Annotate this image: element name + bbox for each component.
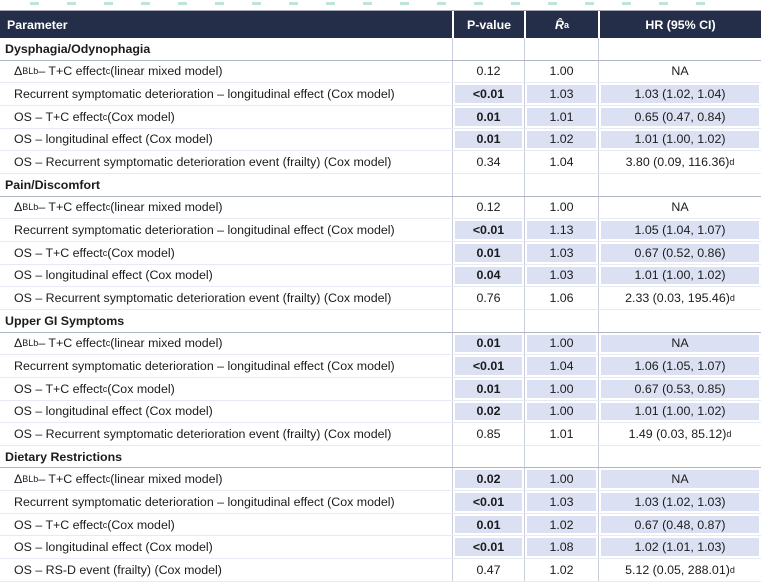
parameter-label-part: OS – longitudinal effect (Cox model): [14, 132, 213, 147]
table-row: [0, 468, 761, 491]
parameter-label-part: (linear mixed model): [110, 336, 223, 351]
parameter-cell: OS – T+C effect c (Cox model): [14, 517, 175, 532]
rhat-cell-empty: [524, 446, 598, 468]
pvalue-cell-empty: [452, 446, 524, 468]
section-header-row: [0, 446, 761, 469]
rhat-cell: 1.00: [524, 61, 598, 83]
section-title: Upper GI Symptoms: [5, 313, 125, 328]
hr-value: 2.33 (0.03, 195.46): [625, 291, 730, 306]
parameter-label-part: Δ: [14, 336, 23, 351]
hr-value: 3.80 (0.09, 116.36): [625, 155, 730, 170]
pvalue-cell: 0.76: [452, 287, 524, 309]
parameter-cell: [0, 219, 452, 241]
parameter-cell: Δ BL b – T+C effect c (linear mixed model): [14, 472, 223, 487]
hr-cell: [598, 197, 761, 219]
hr-cell-empty: [598, 446, 761, 468]
hr-value: 0.67 (0.48, 0.87): [634, 517, 726, 532]
pvalue-cell: 0.34: [452, 151, 524, 173]
parameter-label-part: OS – T+C effect: [14, 109, 103, 124]
table-row: [0, 423, 761, 446]
pvalue-cell: 0.01: [452, 378, 524, 400]
hr-cell-empty: [598, 38, 761, 60]
hr-cell: 1.49 (0.03, 85.12) d: [598, 423, 761, 445]
parameter-label-part: (linear mixed model): [110, 64, 223, 79]
parameter-label-part: (linear mixed model): [110, 200, 223, 215]
rhat-cell: 1.00: [524, 333, 598, 355]
parameter-label-part: Recurrent symptomatic deterioration – longitudinal effect (Cox model): [14, 359, 395, 374]
table-row: [0, 151, 761, 174]
hr-cell: [598, 536, 761, 558]
rhat-cell: 1.02: [524, 559, 598, 581]
pvalue-cell: 0.01: [452, 242, 524, 264]
parameter-cell: [0, 491, 452, 513]
hr-cell: [598, 514, 761, 536]
hr-cell: [598, 265, 761, 287]
table-row: [0, 287, 761, 310]
parameter-cell: [0, 129, 452, 151]
section-title: Dietary Restrictions: [5, 449, 123, 464]
hr-cell: 2.33 (0.03, 195.46) d: [598, 287, 761, 309]
parameter-label-part: – T+C effect: [38, 64, 106, 79]
parameter-label-part: OS – Recurrent symptomatic deterioration event (frailty) (Cox model): [14, 155, 392, 170]
table-row: [0, 378, 761, 401]
table-row: [0, 355, 761, 378]
parameter-cell: Δ BL b – T+C effect c (linear mixed model): [14, 200, 223, 215]
table-row: [0, 197, 761, 220]
parameter-cell: [0, 265, 452, 287]
rhat-cell: 1.08: [524, 536, 598, 558]
hr-cell: [598, 378, 761, 400]
parameter-label-part: Recurrent symptomatic deterioration – longitudinal effect (Cox model): [14, 494, 395, 509]
section-header-row: [0, 174, 761, 197]
parameter-label-part: OS – Recurrent symptomatic deterioration event (frailty) (Cox model): [14, 426, 392, 441]
rhat-cell: 1.03: [524, 83, 598, 105]
rhat-cell-empty: [524, 174, 598, 196]
hr-value: NA: [671, 472, 689, 487]
table-row: [0, 559, 761, 582]
hr-value: NA: [671, 64, 689, 79]
hr-cell: [598, 242, 761, 264]
cropped-caption-strip: [0, 0, 761, 10]
table-row: [0, 536, 761, 559]
hr-cell-empty: [598, 310, 761, 332]
section-title: Dysphagia/Odynophagia: [5, 41, 151, 56]
hr-value: 0.65 (0.47, 0.84): [634, 109, 726, 124]
table-header-row: [0, 10, 761, 38]
parameter-label-part: OS – Recurrent symptomatic deterioration event (frailty) (Cox model): [14, 291, 392, 306]
hr-cell: [598, 106, 761, 128]
hr-value: 1.01 (1.00, 1.02): [634, 132, 726, 147]
pvalue-cell: 0.02: [452, 468, 524, 490]
table-row: [0, 265, 761, 288]
parameter-cell: Δ BL b – T+C effect c (linear mixed model): [14, 64, 223, 79]
rhat-cell: 1.04: [524, 151, 598, 173]
section-header-row: [0, 38, 761, 61]
pvalue-cell-empty: [452, 38, 524, 60]
parameter-cell: [0, 559, 452, 581]
hr-cell: 3.80 (0.09, 116.36) d: [598, 151, 761, 173]
table-row: [0, 333, 761, 356]
parameter-cell: [0, 355, 452, 377]
parameter-cell: OS – T+C effect c (Cox model): [14, 245, 175, 260]
pvalue-cell: 0.85: [452, 423, 524, 445]
rhat-cell-empty: [524, 38, 598, 60]
rhat-cell: 1.13: [524, 219, 598, 241]
parameter-label-part: – T+C effect: [38, 336, 106, 351]
hr-value: 0.67 (0.53, 0.85): [634, 381, 726, 396]
hr-cell: [598, 333, 761, 355]
hr-cell: [598, 219, 761, 241]
rhat-cell: 1.03: [524, 265, 598, 287]
table-row: [0, 491, 761, 514]
pvalue-cell: 0.01: [452, 333, 524, 355]
parameter-cell: [0, 83, 452, 105]
rhat-cell: 1.00: [524, 378, 598, 400]
parameter-cell: Δ BL b – T+C effect c (linear mixed model): [14, 336, 223, 351]
pvalue-cell: 0.01: [452, 129, 524, 151]
rhat-cell: 1.02: [524, 129, 598, 151]
parameter-cell: [0, 401, 452, 423]
hr-value: 1.03 (1.02, 1.04): [634, 87, 726, 102]
hr-cell-empty: [598, 174, 761, 196]
hr-value: 1.01 (1.00, 1.02): [634, 404, 726, 419]
hr-value: 1.03 (1.02, 1.03): [634, 494, 726, 509]
col-header-pvalue: P-value: [452, 11, 524, 38]
pvalue-cell-empty: [452, 174, 524, 196]
hr-cell: [598, 468, 761, 490]
hr-value: NA: [671, 336, 689, 351]
table-body: [0, 38, 761, 582]
hr-value: 1.01 (1.00, 1.02): [634, 268, 726, 283]
rhat-cell: 1.00: [524, 401, 598, 423]
rhat-cell: 1.06: [524, 287, 598, 309]
pvalue-cell: <0.01: [452, 536, 524, 558]
parameter-label-part: (Cox model): [107, 381, 175, 396]
parameter-label-part: – T+C effect: [38, 200, 106, 215]
pvalue-cell: <0.01: [452, 491, 524, 513]
hr-cell: [598, 83, 761, 105]
pvalue-cell: 0.01: [452, 106, 524, 128]
pvalue-cell: <0.01: [452, 219, 524, 241]
hr-cell: [598, 61, 761, 83]
parameter-label-part: – T+C effect: [38, 472, 106, 487]
rhat-symbol: R̂: [555, 17, 564, 32]
hr-cell: 5.12 (0.05, 288.01) d: [598, 559, 761, 581]
parameter-label-part: OS – T+C effect: [14, 245, 103, 260]
parameter-label-part: OS – T+C effect: [14, 517, 103, 532]
pvalue-cell: 0.12: [452, 197, 524, 219]
hr-value: 1.02 (1.01, 1.03): [634, 540, 726, 555]
pvalue-cell: <0.01: [452, 83, 524, 105]
parameter-cell: [0, 536, 452, 558]
rhat-cell: 1.00: [524, 468, 598, 490]
section-header-row: [0, 310, 761, 333]
parameter-label-part: Recurrent symptomatic deterioration – longitudinal effect (Cox model): [14, 223, 395, 238]
parameter-label-part: (Cox model): [107, 517, 175, 532]
pvalue-cell: 0.01: [452, 514, 524, 536]
parameter-label-part: OS – longitudinal effect (Cox model): [14, 540, 213, 555]
hr-value: 1.06 (1.05, 1.07): [634, 359, 726, 374]
rhat-cell: 1.02: [524, 514, 598, 536]
hr-cell: [598, 355, 761, 377]
rhat-cell-empty: [524, 310, 598, 332]
parameter-label-part: Δ: [14, 472, 23, 487]
rhat-cell: 1.00: [524, 197, 598, 219]
parameter-label-part: OS – T+C effect: [14, 381, 103, 396]
parameter-label-part: Δ: [14, 64, 23, 79]
col-header-rhat: R̂ a: [524, 11, 598, 38]
hr-cell: [598, 129, 761, 151]
parameter-label-part: OS – longitudinal effect (Cox model): [14, 268, 213, 283]
hr-value: 1.05 (1.04, 1.07): [634, 223, 726, 238]
pvalue-cell: 0.12: [452, 61, 524, 83]
parameter-cell: [0, 423, 452, 445]
col-header-parameter: Parameter: [7, 17, 68, 32]
rhat-cell: 1.03: [524, 491, 598, 513]
pvalue-cell-empty: [452, 310, 524, 332]
parameter-label-part: Recurrent symptomatic deterioration – longitudinal effect (Cox model): [14, 87, 395, 102]
rhat-cell: 1.01: [524, 106, 598, 128]
pvalue-cell: 0.04: [452, 265, 524, 287]
pvalue-cell: <0.01: [452, 355, 524, 377]
rhat-cell: 1.03: [524, 242, 598, 264]
parameter-label-part: (Cox model): [107, 109, 175, 124]
parameter-label-part: OS – RS-D event (frailty) (Cox model): [14, 562, 222, 577]
hr-value: 5.12 (0.05, 288.01): [625, 562, 730, 577]
table-row: [0, 219, 761, 242]
hr-value: NA: [671, 200, 689, 215]
hr-value: 1.49 (0.03, 85.12): [628, 426, 727, 441]
hr-cell: [598, 491, 761, 513]
parameter-label-part: (linear mixed model): [110, 472, 223, 487]
table-row: [0, 106, 761, 129]
section-title: Pain/Discomfort: [5, 177, 101, 192]
parameter-label-part: Δ: [14, 200, 23, 215]
table-row: [0, 401, 761, 424]
table-row: [0, 83, 761, 106]
table-row: [0, 514, 761, 537]
parameter-cell: [0, 151, 452, 173]
col-header-hr: HR (95% CI): [598, 11, 761, 38]
table-row: [0, 242, 761, 265]
hr-value: 0.67 (0.52, 0.86): [634, 245, 726, 260]
parameter-cell: OS – T+C effect c (Cox model): [14, 109, 175, 124]
table-row: [0, 61, 761, 84]
parameter-label-part: (Cox model): [107, 245, 175, 260]
pvalue-cell: 0.02: [452, 401, 524, 423]
parameter-label-part: OS – longitudinal effect (Cox model): [14, 404, 213, 419]
hr-cell: [598, 401, 761, 423]
rhat-cell: 1.04: [524, 355, 598, 377]
table-row: [0, 129, 761, 152]
parameter-cell: [0, 287, 452, 309]
parameter-cell: OS – T+C effect c (Cox model): [14, 381, 175, 396]
rhat-cell: 1.01: [524, 423, 598, 445]
pvalue-cell: 0.47: [452, 559, 524, 581]
